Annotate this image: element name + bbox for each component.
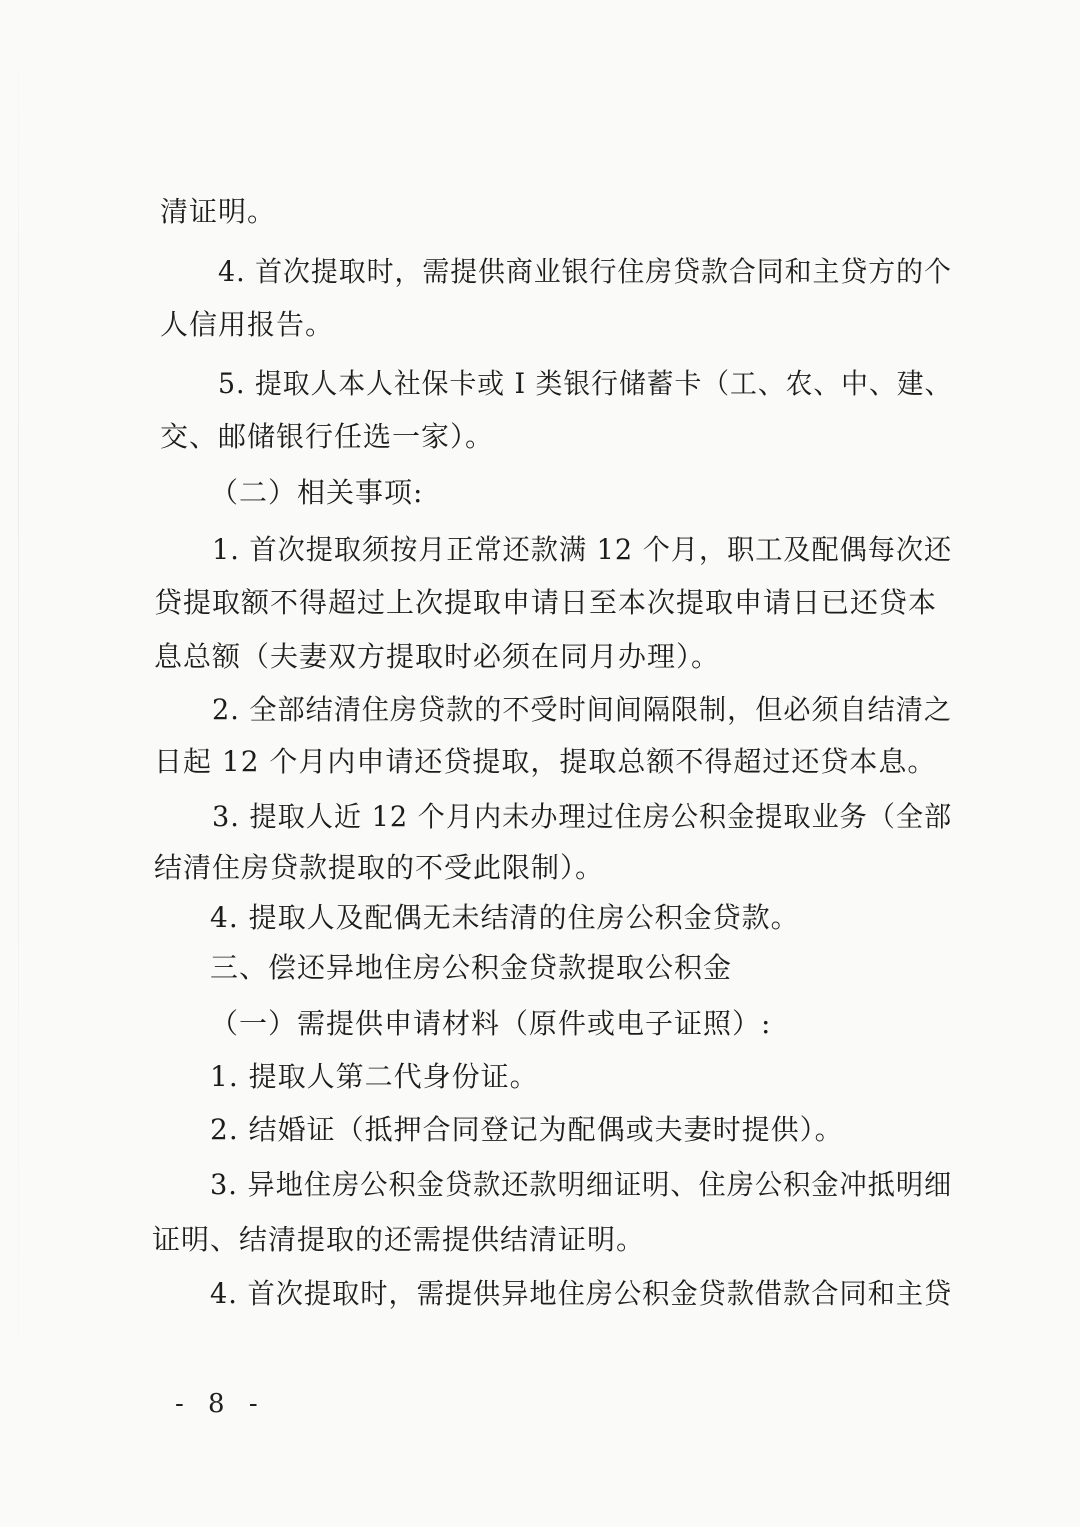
line-text: 4. 首次提取时，需提供商业银行住房贷款合同和主贷方的个 — [218, 255, 952, 288]
line-text: 交、邮储银行任选一家）。 — [160, 420, 495, 453]
line-text: 证明、结清提取的还需提供结清证明。 — [152, 1223, 646, 1256]
text-line — [0, 530, 1080, 570]
text-line — [0, 1274, 1080, 1314]
line-text: 三、偿还异地住房公积金贷款提取公积金 — [210, 951, 733, 984]
text-line — [0, 583, 1080, 623]
text-line — [0, 848, 1080, 888]
line-text: 1. 首次提取须按月正常还款满 12 个月，职工及配偶每次还 — [212, 533, 953, 566]
page-number: - 8 - — [175, 1389, 266, 1419]
text-line — [0, 898, 1080, 938]
text-line — [0, 1165, 1080, 1205]
text-line — [0, 1220, 1080, 1260]
line-text: （一）需提供申请材料（原件或电子证照）: — [210, 1007, 772, 1040]
text-line — [0, 305, 1080, 345]
line-text: 日起 12 个月内申请还贷提取，提取总额不得超过还贷本息。 — [154, 745, 937, 778]
text-line — [0, 417, 1080, 457]
line-text: 5. 提取人本人社保卡或 I 类银行储蓄卡（工、农、中、建、 — [218, 367, 953, 400]
line-text: 4. 首次提取时，需提供异地住房公积金贷款借款合同和主贷 — [210, 1277, 953, 1310]
text-line — [0, 1110, 1080, 1150]
section-heading — [0, 948, 1080, 988]
line-text: 3. 提取人近 12 个月内未办理过住房公积金提取业务（全部 — [212, 800, 953, 833]
text-line — [0, 252, 1080, 292]
text-line — [0, 1057, 1080, 1097]
line-text: 息总额（夫妻双方提取时必须在同月办理）。 — [154, 640, 721, 673]
line-text: 2. 全部结清住房贷款的不受时间间隔限制，但必须自结清之 — [212, 693, 952, 726]
text-line — [0, 690, 1080, 730]
line-text: 贷提取额不得超过上次提取申请日至本次提取申请日已还贷本 — [154, 586, 938, 619]
line-text: 4. 提取人及配偶无未结清的住房公积金贷款。 — [210, 901, 800, 934]
line-text: 1. 提取人第二代身份证。 — [210, 1060, 539, 1093]
text-line — [0, 192, 1080, 232]
line-text: （二）相关事项: — [210, 476, 424, 509]
line-text: 清证明。 — [160, 195, 277, 228]
section-heading — [0, 473, 1080, 513]
text-line — [0, 797, 1080, 837]
line-text: 人信用报告。 — [160, 308, 335, 341]
line-text: 2. 结婚证（抵押合同登记为配偶或夫妻时提供）。 — [210, 1113, 844, 1146]
line-text: 3. 异地住房公积金贷款还款明细证明、住房公积金冲抵明细 — [210, 1168, 953, 1201]
section-heading — [0, 1004, 1080, 1044]
text-line — [0, 364, 1080, 404]
line-text: 结清住房贷款提取的不受此限制）。 — [154, 851, 605, 884]
text-line — [0, 742, 1080, 782]
text-line — [0, 637, 1080, 677]
